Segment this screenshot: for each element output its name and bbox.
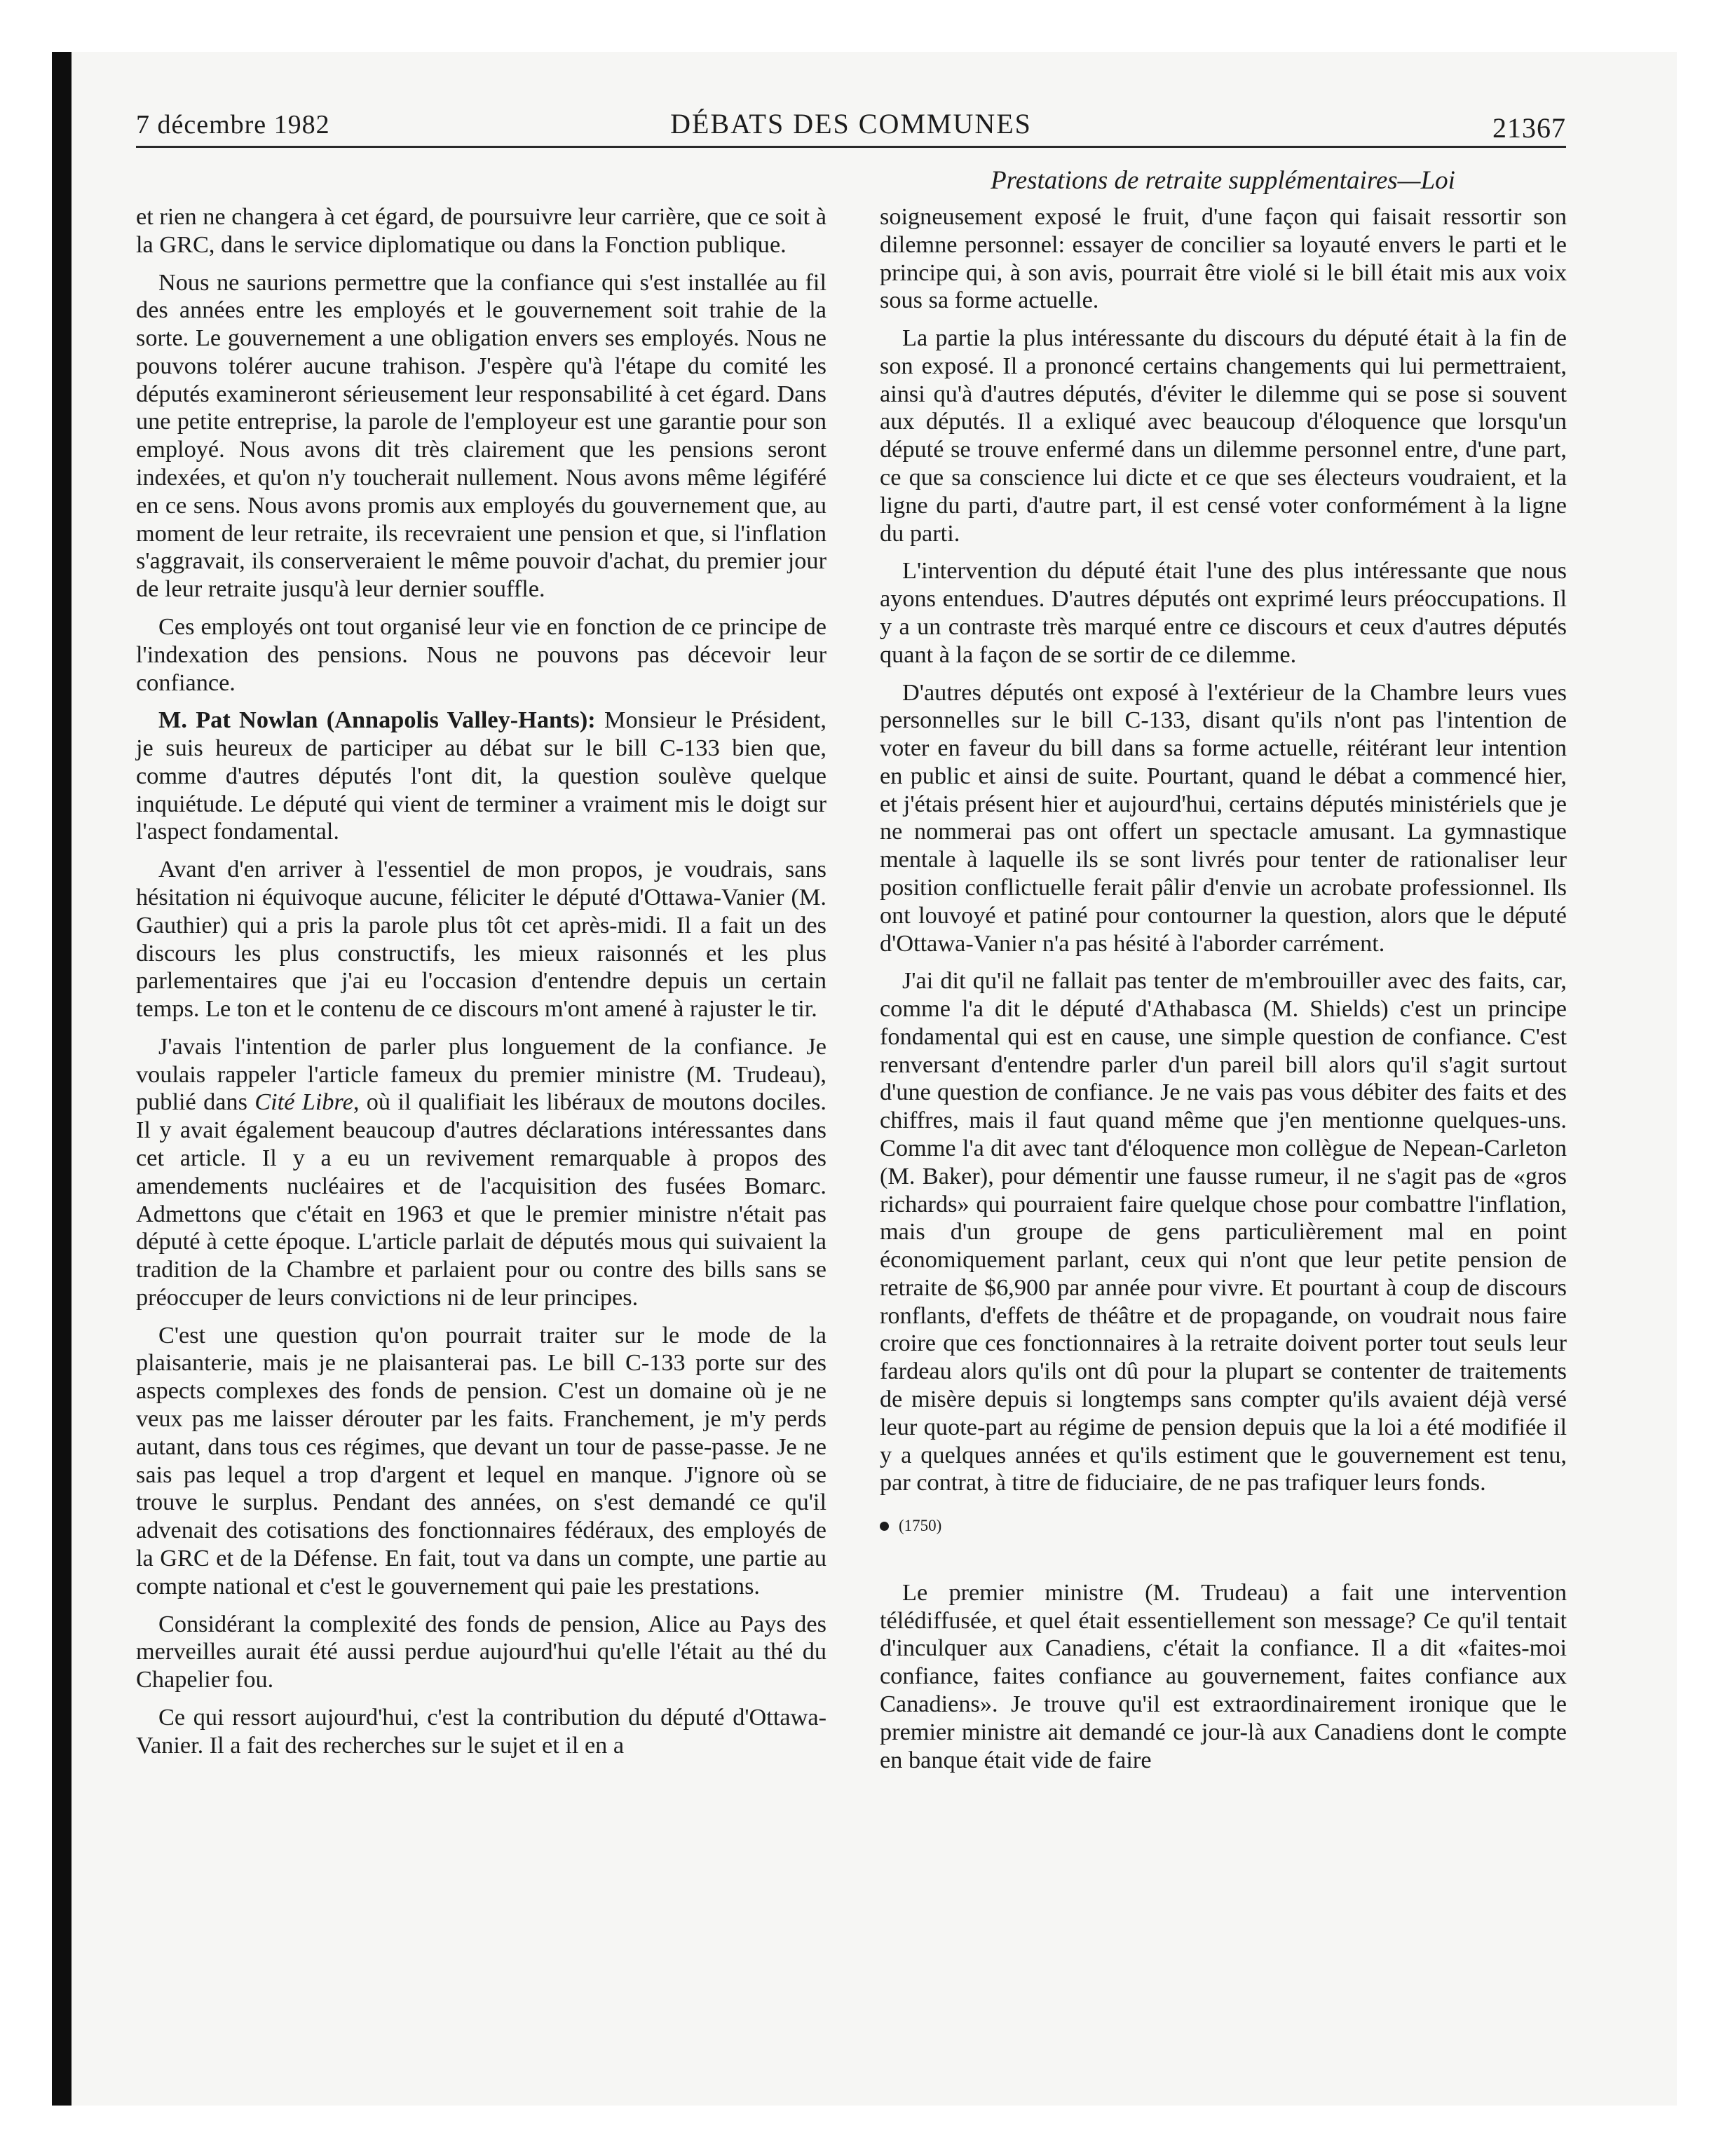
paragraph: D'autres députés ont exposé à l'extérieur de la Chambre leurs vues personnelles sur le bill C-133, disant qu'ils n'ont pas l'intention de voter en faveur du bill dans sa forme actuelle, réitérant leur intention en public et ainsi de suite. Pourtant, quand le débat a commencé hier, et j'étais présent hier et aujourd'hui, certains députés ministériels que je ne nommerai pas ont offert un spectacle amusant. La gymnastique mentale à laquelle ils se sont livrés pour tenter de rationaliser leur position conflictuelle ferait pâlir d'envie un acrobate professionnel. Ils ont louvoyé et patiné pour contourner la question, alors que le député d'Ottawa-Vanier n'a pas hésité à l'aborder carrément. [880,678,1567,957]
speaker-name: M. Pat Nowlan (Annapolis Valley-Hants): [158,707,596,734]
scan-edge-bar [52,52,72,2106]
left-column [136,203,826,1769]
paragraph: Nous ne saurions permettre que la confiance qui s'est installée au fil des années entre les employés et le gouvernement soit trahie de la sorte. Le gouvernement a une obligation envers ses employés. Nous ne pouvons tolérer aucune trahison. J'espère qu'à l'étape du comité les députés examineront sérieusement leur responsabilité à cet égard. Dans une petite entreprise, la parole de l'employeur est une garantie pour son employé. Nous avons dit très clairement que les pensions seront indexées, et qu'on n'y toucherait nullement. Nous avons même légiféré en ce sens. Nous avons promis aux employés du gouvernement que, au moment de leur retraite, ils recevraient une pension et que, si l'inflation s'aggravait, ils conserveraient le même pouvoir d'achat, du premier jour de leur retraite jusqu'à leur dernier souffle. [136,268,826,603]
section-title: Prestations de retraite supplémentaires—Loi [991,166,1455,195]
paragraph: Ces employés ont tout organisé leur vie en fonction de ce principe de l'indexation des pensions. Nous ne pouvons pas décevoir leur confiance. [136,613,826,696]
paragraph: L'intervention du député était l'une des plus intéressante que nous ayons entendues. D'autres députés ont exprimé leurs préoccupations. Il y a un contraste très marqué entre ce discours et ceux d'autres députés quant à la façon de se sortir de ce dilemme. [880,557,1567,668]
paragraph: soigneusement exposé le fruit, d'une façon qui faisait ressortir son dilemne personnel: essayer de concilier sa loyauté envers le parti et le principe qui, à son avis, pourrait être violé si le bill était mis aux voix sous sa forme actuelle. [880,203,1567,314]
paragraph: La partie la plus intéressante du discours du député était à la fin de son exposé. Il a prononcé certains changements qui lui permettraient, ainsi qu'à d'autres députés, d'éviter le dilemme qui se pose si souvent aux députés. Il a exliqué avec beaucoup d'éloquence que lorsqu'un député se trouve enfermé dans un dilemme personnel entre, d'une part, ce que sa conscience lui dicte et ce que ses électeurs voudraient, et la ligne du parti, d'autre part, il est censé voter conformément à la ligne du parti. [880,325,1567,547]
text-run: , où il qualifiait les libéraux de moutons dociles. Il y avait également beaucoup d'autres déclarations intéressantes dans cet article. Il y a eu un revivement remarquable à propos des amendements nucléaires et de l'acquisition des fusées Bomarc. Admettons que c'était en 1963 et que le premier ministre n'était pas député à cette époque. L'article parlait de députés mous qui suivaient la tradition de la Chambre et parlaient pour ou contre des bills sans se préoccuper de leurs convictions ni de leur principes. [136,1089,826,1311]
bullet-icon [880,1522,889,1531]
time-marker-text: (1750) [899,1517,942,1535]
paragraph: C'est une question qu'on pourrait traiter sur le mode de la plaisanterie, mais je ne plaisanterai pas. Le bill C-133 porte sur des aspects complexes des fonds de pension. C'est un domaine où je ne veux pas me laisser dérouter par les faits. Franchement, je m'y perds autant, dans tous ces régimes, que devant un tour de passe-passe. Je ne sais pas lequel a trop d'argent et lequel en manque. J'ignore où se trouve le surplus. Pendant des années, on s'est demandé ce qu'il advenait des cotisations des fonctionnaires fédéraux, des employés de la GRC et de la Défense. En fait, tout va dans un compte, une partie au compte national et c'est le gouvernement qui paie les prestations. [136,1321,826,1599]
paragraph: Ce qui ressort aujourd'hui, c'est la contribution du député d'Ottawa-Vanier. Il a fait des recherches sur le sujet et il en a [136,1703,826,1759]
paragraph [136,1033,826,1312]
paragraph: et rien ne changera à cet égard, de poursuivre leur carrière, que ce soit à la GRC, dans le service diplomatique ou dans la Fonction publique. [136,203,826,258]
page-number: 21367 [1492,112,1566,144]
text-run: J'avais l'intention de parler plus longuement de la confiance. Je voulais rappeler l'article fameux du premier ministre (M. Trudeau), publié dans [136,1032,826,1116]
page-header [136,105,1566,148]
paragraph: Le premier ministre (M. Trudeau) a fait une intervention télédiffusée, et quel était essentiellement son message? Ce qu'il tentait d'inculquer aux Canadiens, c'était la confiance. Il a dit «faites-moi confiance, faites confiance au gouvernement, faites confiance aux Canadiens». Je trouve qu'il est extraordinairement ironique que le premier ministre ait demandé ce jour-là aux Canadiens dont le compte en banque était vide de faire [880,1578,1567,1773]
speech-text: Monsieur le Président, je suis heureux de participer au débat sur le bill C-133 bien que, comme d'autres députés l'ont dit, la question soulève quelque inquiétude. Le député qui vient de terminer a vraiment mis le doigt sur l'aspect fondamental. [136,707,826,845]
header-date: 7 décembre 1982 [136,110,330,139]
time-marker [880,1517,1567,1536]
publication-title: Cité Libre [254,1089,353,1116]
paragraph: Considérant la complexité des fonds de pension, Alice au Pays des merveilles aurait été aussi perdue aujourd'hui qu'elle l'était au thé du Chapelier fou. [136,1610,826,1693]
header-title: DÉBATS DES COMMUNES [670,108,1032,139]
paragraph: Avant d'en arriver à l'essentiel de mon propos, je voudrais, sans hésitation ni équivoque aucune, féliciter le député d'Ottawa-Vanier (M. Gauthier) qui a pris la parole plus tôt cet après-midi. Il a fait un des discours les plus constructifs, les mieux raisonnés et les plus parlementaires que j'ai eu l'occasion d'entendre depuis un certain temps. Le ton et le contenu de ce discours m'ont amené à rajuster le tir. [136,856,826,1023]
paragraph: J'ai dit qu'il ne fallait pas tenter de m'embrouiller avec des faits, car, comme l'a dit le député d'Athabasca (M. Shields) c'est un principe fondamental qui est en cause, une simple question de confiance. C'est renversant d'entendre parler d'un pareil bill alors qu'il s'agit surtout d'une question de confiance. Je ne vais pas vous débiter des faits et des chiffres, mais il faut quand même que j'en mentionne quelques-uns. Comme l'a dit avec tant d'éloquence mon collègue de Nepean-Carleton (M. Baker), pour démentir une fausse rumeur, il ne s'agit pas de «gros richards» qui pourraient faire quelque chose pour combattre l'inflation, mais d'un groupe de gens particulièrement mal en point économiquement parlant, ceux qui n'ont que leur petite pension de retraite de $6,900 par année pour vivre. Et pourtant à coup de discours ronflants, d'effets de théâtre et de propagande, on voudrait nous faire croire que ces fonctionnaires à la retraite doivent porter tout seuls leur fardeau alors qu'ils ont dû pour la plupart se contenter de traitements de misère depuis si longtemps sans compter qu'ils avaient déjà versé leur quote-part au régime de pension depuis que la loi a été modifiée il y a quelques années et qu'ils estiment que le gouvernement est tenu, par contrat, à titre de fiduciaire, de ne pas trafiquer leurs fonds. [880,967,1567,1496]
paragraph [136,707,826,846]
right-column [880,203,1567,1784]
